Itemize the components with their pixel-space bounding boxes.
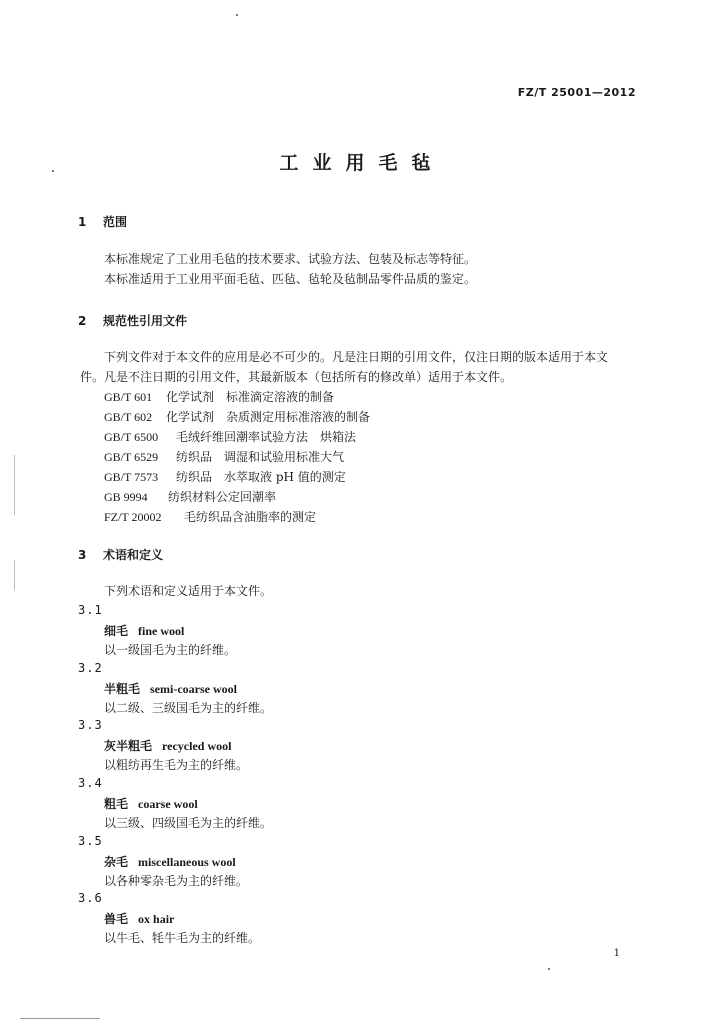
scan-speck [52, 170, 54, 172]
term-entry [104, 853, 236, 870]
paragraph: 下列术语和定义适用于本文件。 [104, 584, 273, 598]
scan-speck [236, 14, 238, 16]
scan-speck [14, 560, 15, 590]
reference-code: FZ/T 20002 [104, 510, 162, 524]
term-english: semi-coarse wool [150, 682, 237, 696]
term-entry [104, 680, 237, 697]
reference-item [104, 468, 346, 485]
term-number: 3.5 [78, 834, 103, 848]
reference-code: GB/T 601 [104, 390, 153, 404]
term-definition: 以各种零杂毛为主的纤维。 [104, 874, 249, 888]
term-chinese: 兽毛 [104, 912, 129, 926]
term-number: 3.6 [78, 891, 103, 905]
term-definition: 以一级国毛为主的纤维。 [104, 643, 237, 657]
term-english: recycled wool [162, 739, 232, 753]
section-1-heading [78, 213, 127, 230]
reference-code: GB/T 7573 [104, 470, 159, 484]
paragraph: 本标准规定了工业用毛毡的技术要求、试验方法、包装及标志等特征。 [104, 252, 477, 266]
paragraph: 件。凡是不注日期的引用文件，其最新版本（包括所有的修改单）适用于本文件。 [80, 370, 513, 384]
scan-speck [20, 1018, 100, 1019]
term-chinese: 杂毛 [104, 855, 129, 869]
term-entry [104, 795, 198, 812]
term-entry [104, 737, 231, 754]
term-definition: 以粗纺再生毛为主的纤维。 [104, 758, 249, 772]
reference-item [104, 428, 356, 445]
term-number: 3.4 [78, 776, 103, 790]
term-number: 3.2 [78, 661, 103, 675]
term-chinese: 灰半粗毛 [104, 739, 153, 753]
reference-item [104, 408, 370, 425]
reference-code: GB/T 6500 [104, 430, 159, 444]
section-number: 3 [78, 548, 87, 562]
reference-item [104, 448, 344, 465]
term-definition: 以牛毛、牦牛毛为主的纤维。 [104, 931, 261, 945]
term-definition: 以三级、四级国毛为主的纤维。 [104, 816, 273, 830]
reference-code: GB/T 6529 [104, 450, 159, 464]
term-entry [104, 910, 174, 927]
section-3-heading [78, 546, 163, 563]
term-chinese: 半粗毛 [104, 682, 141, 696]
term-number: 3.3 [78, 718, 103, 732]
reference-item [104, 508, 316, 525]
term-english: fine wool [138, 624, 185, 638]
section-title: 规范性引用文件 [103, 314, 188, 328]
section-title: 术语和定义 [103, 548, 164, 562]
term-english: coarse wool [138, 797, 198, 811]
term-number: 3.1 [78, 603, 103, 617]
reference-code: GB/T 602 [104, 410, 153, 424]
reference-title: 毛纺织品含油脂率的测定 [184, 510, 317, 524]
section-number: 2 [78, 314, 87, 328]
section-2-heading [78, 312, 187, 329]
section-title: 范围 [103, 215, 128, 229]
reference-title: 纺织材料公定回潮率 [168, 490, 277, 504]
term-english: ox hair [138, 912, 175, 926]
paragraph: 本标准适用于工业用平面毛毡、匹毡、毡轮及毡制品零件品质的鉴定。 [104, 272, 477, 286]
reference-item [104, 488, 276, 505]
term-chinese: 粗毛 [104, 797, 129, 811]
standard-number: FZ/T 25001—2012 [517, 86, 636, 99]
scan-speck [14, 455, 15, 515]
term-entry [104, 622, 184, 639]
paragraph: 下列文件对于本文件的应用是必不可少的。凡是注日期的引用文件，仅注日期的版本适用于本文 [104, 350, 609, 364]
scan-speck [548, 968, 550, 970]
section-number: 1 [78, 215, 87, 229]
reference-title: 纺织品 水萃取液 pH 值的测定 [176, 470, 346, 484]
reference-title: 毛绒纤维回潮率试验方法 烘箱法 [176, 430, 357, 444]
term-chinese: 细毛 [104, 624, 129, 638]
reference-title: 化学试剂 杂质测定用标准溶液的制备 [166, 410, 371, 424]
reference-title: 化学试剂 标准滴定溶液的制备 [166, 390, 335, 404]
reference-code: GB 9994 [104, 490, 148, 504]
term-english: miscellaneous wool [138, 855, 236, 869]
reference-title: 纺织品 调湿和试验用标准大气 [176, 450, 345, 464]
term-definition: 以二级、三级国毛为主的纤维。 [104, 701, 273, 715]
reference-item [104, 388, 334, 405]
document-title: 工业用毛毡 [279, 152, 445, 174]
page-number: 1 [613, 948, 620, 959]
